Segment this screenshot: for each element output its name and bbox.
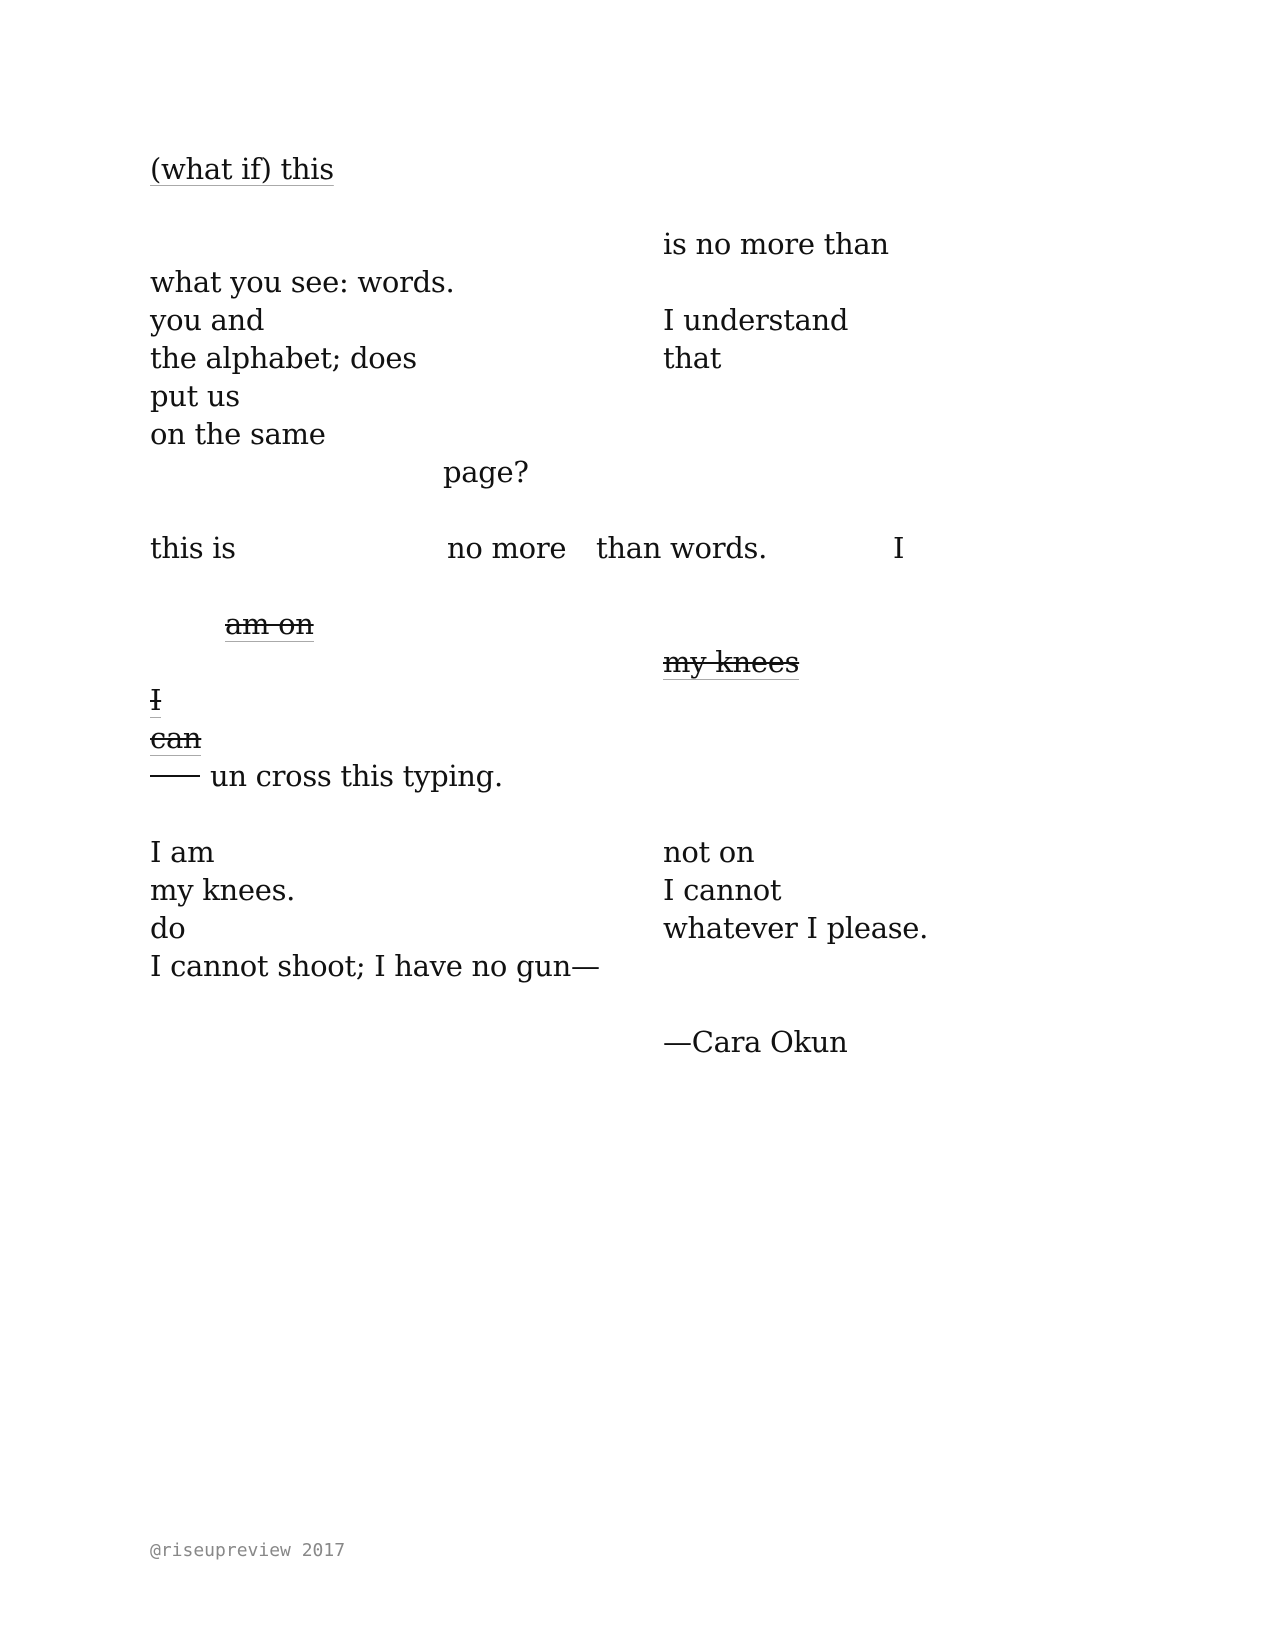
poem-author: —Cara Okun [663,1025,848,1059]
struck-text: am on [225,607,314,641]
poem-line-right-2: I understand [663,303,849,337]
long-dash-mark [150,775,200,777]
poem-line-center-1: page? [443,455,529,489]
poem-line-right-1: is no more than [663,227,889,261]
struck-word-i [150,681,161,719]
poem-row-this-is: this is [150,531,236,565]
struck-text: I [150,683,162,717]
poem-line-right-5: I cannot [663,873,782,907]
struck-phrase-my-knees [663,643,799,681]
footer-credit: @riseupreview 2017 [150,1540,346,1561]
struck-word-can [150,719,201,757]
poem-line-left-5: on the same [150,417,326,451]
poem-title: (what if) this [150,152,334,186]
poem-line-uncross [150,757,503,795]
poem-line-right-6: whatever I please. [663,911,929,945]
poem-line-left-4: put us [150,379,240,413]
struck-text: can [150,721,202,755]
struck-text: my knees [663,645,800,679]
poem-line-left-8: do [150,911,186,945]
poem-line-left-1: what you see: words. [150,265,455,299]
poem-row-no-more: no more [447,531,567,565]
uncross-text: un cross this typing. [210,759,503,793]
poem-line-right-4: not on [663,835,755,869]
poem-line-left-6: I am [150,835,215,869]
struck-phrase-am-on [225,605,314,643]
poem-line-left-7: my knees. [150,873,296,907]
poem-row-than-words: than words. [596,531,768,565]
poem-line-right-3: that [663,341,722,375]
poem-line-left-9: I cannot shoot; I have no gun— [150,949,600,983]
poem-line-left-3: the alphabet; does [150,341,417,375]
poem-row-i: I [893,531,905,565]
poem-line-left-2: you and [150,303,265,337]
